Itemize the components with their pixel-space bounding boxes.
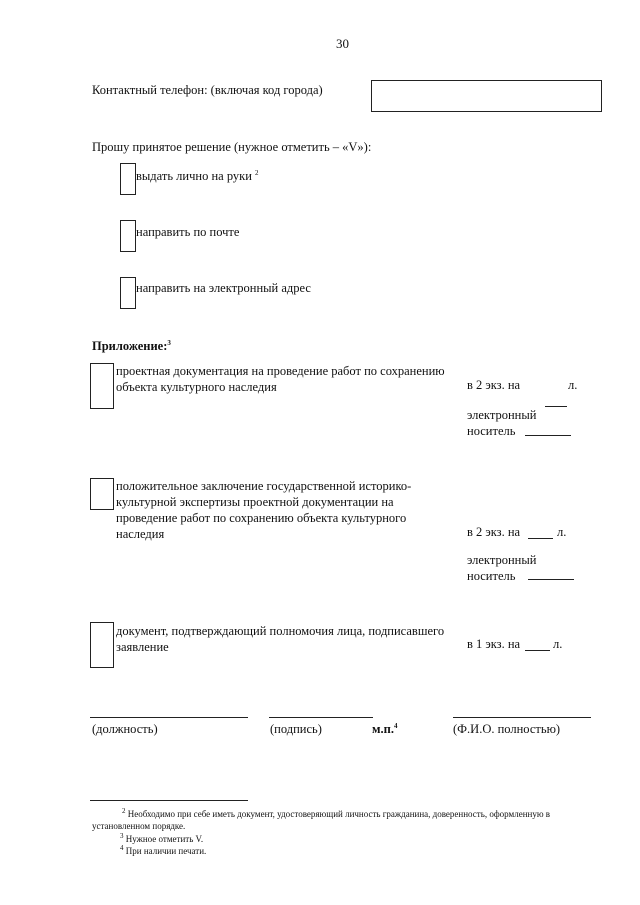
- position-label: (должность): [92, 722, 158, 736]
- footnote-ref-4: 4: [393, 721, 398, 730]
- signature-label: (подпись): [270, 722, 322, 736]
- checkbox-appendix-project-docs[interactable]: [90, 363, 114, 409]
- checkbox-appendix-expertise[interactable]: [90, 478, 114, 510]
- option-by-mail: направить по почте: [136, 225, 240, 239]
- decision-prompt: Прошу принятое решение (нужное отметить – «V»):: [92, 140, 372, 154]
- name-line[interactable]: [453, 717, 591, 718]
- electronic-label: электронный: [467, 408, 537, 422]
- footnote-4: $^4$ При наличии печати.: [120, 844, 207, 856]
- footnote-separator: [90, 800, 248, 801]
- sheets-suffix: л.: [568, 378, 578, 392]
- footnote-3: $^3$ Нужное отметить V.: [120, 832, 204, 844]
- phone-input[interactable]: [371, 80, 602, 112]
- page-number: 30: [336, 36, 349, 51]
- carrier-blank[interactable]: [525, 435, 571, 436]
- seal-label: м.п.$^4$: [372, 721, 398, 736]
- appendix-item-authority-doc: документ, подтверждающий полномочия лица, подписавшего заявление: [116, 624, 445, 654]
- electronic-label: электронный: [467, 553, 537, 567]
- option-in-person: выдать лично на руки $^2$: [136, 168, 259, 183]
- checkbox-appendix-authority-doc[interactable]: [90, 622, 114, 668]
- checkbox-in-person[interactable]: [120, 163, 136, 195]
- copies-label: в 2 экз. на: [467, 378, 521, 392]
- option-by-email: направить на электронный адрес: [136, 281, 311, 295]
- carrier-label: носитель: [467, 424, 516, 438]
- sheets-suffix: л.: [557, 525, 567, 539]
- footnote-ref-3: 3: [167, 338, 171, 347]
- checkbox-by-mail[interactable]: [120, 220, 136, 252]
- appendix-item-expertise: положительное заключение государственной историко- культурной экспертизы проектной документации на проведение работ по сохранению объекта культурного наследия: [116, 479, 412, 541]
- carrier-label: носитель: [467, 569, 516, 583]
- position-line[interactable]: [90, 717, 248, 718]
- copies-label: в 2 экз. на: [467, 525, 521, 539]
- carrier-blank[interactable]: [528, 579, 574, 580]
- sheets-blank[interactable]: [528, 538, 553, 539]
- copies-label: в 1 экз. на: [467, 637, 521, 651]
- appendix-title: Приложение:$^3$: [92, 338, 171, 353]
- sheets-blank[interactable]: [545, 406, 567, 407]
- footnote-2: $^2$ Необходимо при себе иметь документ, удостоверяющий личность гражданина, доверенность, оформленную в установленном порядке.: [92, 807, 551, 831]
- signature-line[interactable]: [269, 717, 373, 718]
- phone-label: Контактный телефон: (включая код города): [92, 83, 323, 97]
- sheets-blank[interactable]: [525, 650, 550, 651]
- footnote-ref-2: 2: [255, 168, 259, 177]
- name-label: (Ф.И.О. полностью): [453, 722, 561, 736]
- appendix-item-project-docs: проектная документация на проведение работ по сохранению объекта культурного наследия: [116, 364, 445, 394]
- checkbox-by-email[interactable]: [120, 277, 136, 309]
- sheets-suffix: л.: [553, 637, 563, 651]
